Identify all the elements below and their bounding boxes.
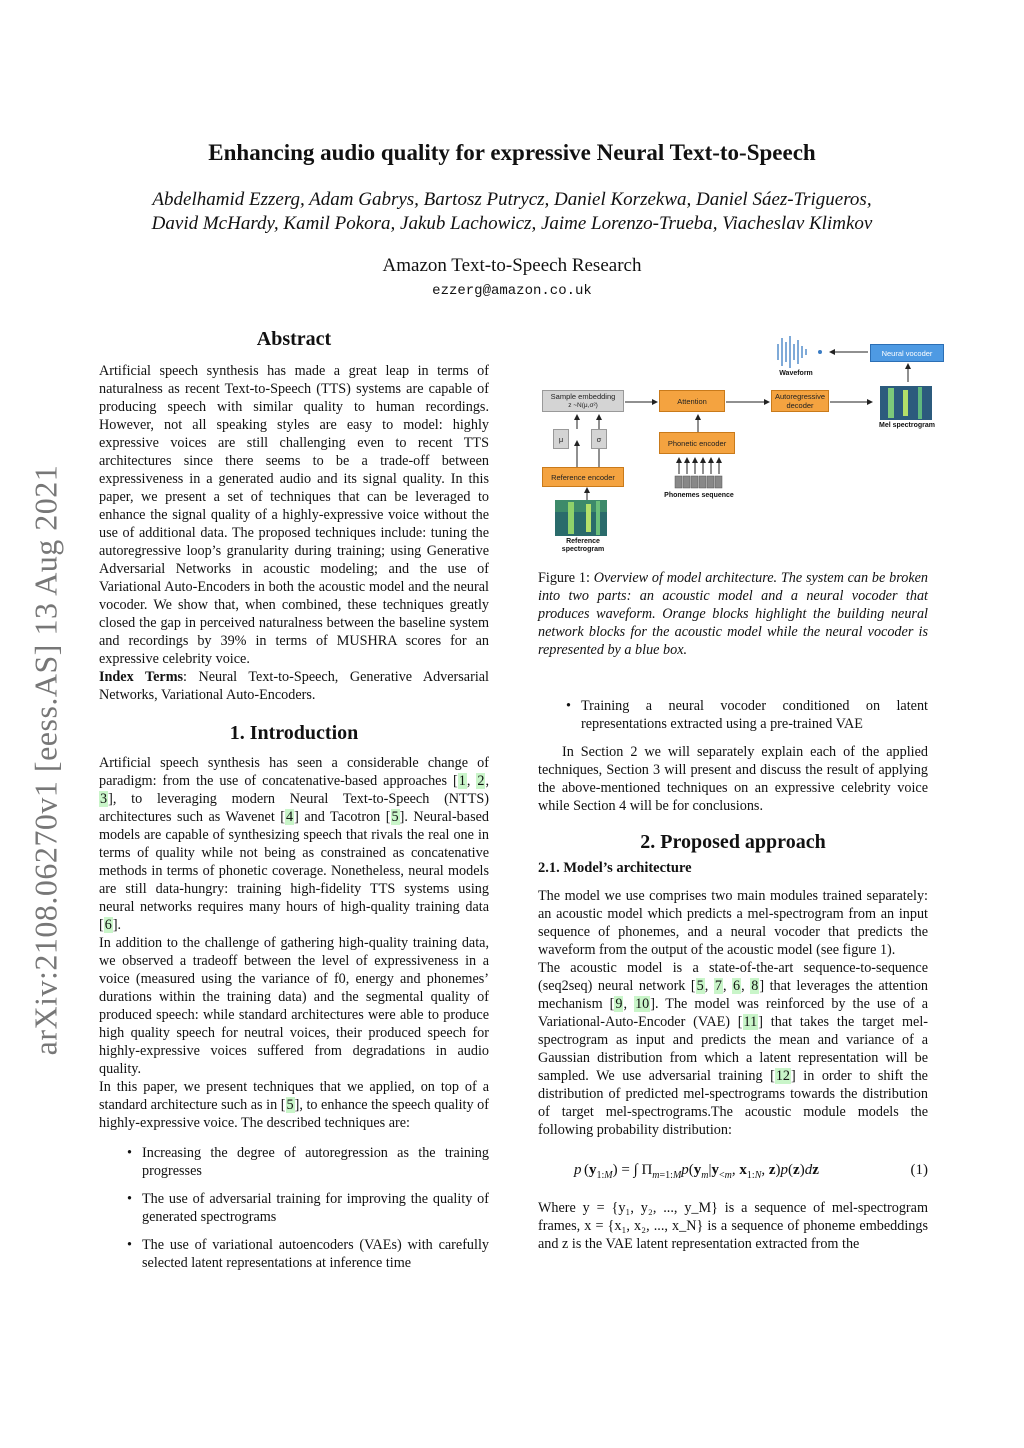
reference-spectrogram-label: Reference spectrogram — [561, 538, 605, 553]
citation-link[interactable]: 7 — [714, 978, 722, 994]
right-column — [538, 569, 928, 1253]
affiliation: Amazon Text-to-Speech Research — [382, 255, 642, 276]
authors-line-1: Abdelhamid Ezzerg, Adam Gabrys, Bartosz Putrycz, Daniel Korzekwa, Daniel Sáez-Trigueros, — [152, 189, 872, 210]
intro-paragraph-3: In this paper, we present techniques that we applied, on top of a standard architecture such as in [5], to enhance the speech quality of highly-expressive voice. The described techniques are: — [99, 1079, 489, 1131]
attention-block: Attention — [659, 390, 725, 412]
author-list — [80, 188, 944, 236]
model-architecture-subheading: 2.1. Model’s architecture — [538, 860, 692, 876]
citation-link[interactable]: 2 — [477, 773, 485, 789]
citation-link[interactable]: 12 — [775, 1068, 790, 1084]
abstract-text: Artificial speech synthesis has made a great leap in terms of naturalness as recent Text-to-Speech (TTS) systems are capable of producing speech with similar quality to human recordings. However, not all speaking styles are easy to model: highly expressive voices are still challenging even to recent TTS architectures since there seems to be a trade-off between expressiveness in a generated audio and its signal quality. In this paper, we present a set of techniques that can be leveraged to enhance the signal quality of a highly-expressive voice without the use of additional data. The proposed techniques include: tuning the autoregressive loop’s granularity during training; using Generative Adversarial Networks in acoustic modeling; and the use of Variational Auto-Encoders in both the acoustic model and the neural vocoder. We show that, when combined, these techniques greatly closed the gap in perceived naturalness between the baseline system and recordings by 39% in terms of MUSHRA scores for an expressive celebrity voice. — [99, 363, 489, 667]
intro-paragraph-2: In addition to the challenge of gathering high-quality training data, we observed a tradeoff between the level of expressiveness in a voice (measured using the variance of f0, energy and phonemes’ durations within the training data) and the segmental quality of produced speech: while standard architectures were able to produce high quality speech for neutral voices, their produced speech for highly-expressive voices suffered from degradations in audio quality. — [99, 935, 489, 1077]
proposed-paragraph-1: The model we use comprises two main modules trained separately: an acoustic model which predicts a mel-spectrogram from an input sequence of phonemes, and a neural vocoder that predicts the waveform from the output of the acoustic model (see figure 1). — [538, 888, 928, 958]
citation-link[interactable]: 10 — [635, 996, 650, 1012]
techniques-list-continued — [538, 697, 928, 733]
techniques-list — [99, 1144, 489, 1272]
citation-link[interactable]: 6 — [733, 978, 741, 994]
author-email: ezzerg@amazon.co.uk — [432, 283, 592, 299]
neural-vocoder-block: Neural vocoder — [870, 344, 944, 362]
intro-paragraph-4: In Section 2 we will separately explain each of the applied techniques, Section 3 will present and discuss the result of applying the above-mentioned techniques on an expressive celebrity voice while Section 4 will be for conclusions. — [538, 744, 928, 814]
mel-spectrogram-label: Mel spectrogram — [878, 422, 936, 429]
phonetic-encoder-block: Phonetic encoder — [659, 432, 735, 454]
list-item: • Increasing the degree of autoregression as the training progresses — [99, 1144, 489, 1180]
equation-number: (1) — [910, 1162, 928, 1178]
figure-1-diagram — [538, 332, 944, 564]
paper-title: Enhancing audio quality for expressive Neural Text-to-Speech — [208, 140, 816, 165]
proposed-paragraph-3: Where y = {y₁, y₂, ..., y_M} is a sequence of mel-spectrogram frames, x = {x₁, x₂, ..., x_N} is a sequence of phoneme embeddings and z is the VAE latent representation extracted from the — [538, 1200, 928, 1252]
introduction-heading: 1. Introduction — [229, 722, 359, 744]
citation-link[interactable]: 3 — [100, 791, 108, 807]
phonemes-sequence-label: Phonemes sequence — [664, 492, 734, 499]
index-terms — [99, 668, 489, 704]
citation-link[interactable]: 5 — [696, 978, 704, 994]
proposed-approach-heading: 2. Proposed approach — [640, 831, 826, 853]
left-column — [99, 330, 489, 1282]
arxiv-sidebar — [16, 440, 76, 1080]
sample-embedding-block: Sample embedding z ~N(μ,σ²) — [542, 390, 624, 412]
waveform-label: Waveform — [779, 370, 813, 377]
mu-block: μ — [553, 429, 569, 449]
list-item: • The use of adversarial training for improving the quality of generated spectrograms — [99, 1190, 489, 1226]
index-terms-text: : Neural Text-to-Speech, Generative Adversarial Networks, Variational Auto-Encoders. — [99, 669, 490, 703]
reference-encoder-block: Reference encoder — [542, 467, 624, 487]
figure-1-caption: Figure 1: Overview of model architecture. The system can be broken into two parts: an acoustic model and a neural vocoder that produces waveform. Orange blocks highlight the building neural network blocks for the acoustic model while the neural vocoder is represented by a blue box. — [538, 570, 929, 658]
authors-line-2: David McHardy, Kamil Pokora, Jakub Lachowicz, Jaime Lorenzo-Trueba, Viacheslav Klimkov — [151, 213, 873, 234]
citation-link[interactable]: 5 — [391, 809, 399, 825]
citation-link[interactable]: 6 — [104, 917, 112, 933]
citation-link[interactable]: 9 — [615, 996, 623, 1012]
citation-link[interactable]: 1 — [458, 773, 466, 789]
sigma-block: σ — [591, 429, 607, 449]
citation-link[interactable]: 5 — [286, 1097, 294, 1113]
proposed-paragraph-2: The acoustic model is a state-of-the-art sequence-to-sequence (seq2seq) neural network [5, 7, 6, 8] that leverages the attention mechanism [9, 10]. The model was reinforced by the use of a Variational-Auto-Encoder (VAE) [11] that takes the target mel-spectrogram as input and predicts the mean and variance of a Gaussian distribution from which a latent representation will be sampled. We use adversarial training [12] in order to shift the distribution of predicted mel-spectrograms towards the distribution of target mel-spectrograms.The acoustic module models the following probability distribution: — [538, 960, 929, 1138]
equation-1: p $(y_{1:M})$ = ∫ $\Pi_{m=1:M}p(y_m|y_{<m}$, $x_{1:N}$, z)p(z)dz (1) — [574, 1162, 928, 1181]
abstract-heading: Abstract — [256, 328, 332, 350]
citation-link[interactable]: 8 — [751, 978, 759, 994]
autoregressive-decoder-block: Autoregressive decoder — [771, 390, 829, 412]
list-item: • The use of variational autoencoders (VAEs) with carefully selected latent representations at inference time — [99, 1236, 489, 1272]
citation-link[interactable]: 11 — [743, 1014, 758, 1030]
arxiv-id: arXiv:2108.06270v1 [eess.AS] 13 Aug 2021 — [27, 464, 64, 1056]
list-item: • Training a neural vocoder conditioned on latent representations extracted using a pre-trained VAE — [538, 697, 928, 733]
index-terms-label: Index Terms — [99, 669, 184, 685]
intro-paragraph-1: Artificial speech synthesis has seen a considerable change of paradigm: from the use of concatenative-based approaches [1, 2, 3], to leveraging modern Neural Text-to-Speech (NTTS) architectures such as Wavenet [4] and Tacotron [5]. Neural-based models are capable of synthesizing speech that rivals the real one in terms of quality while not being as constrained as concatenative methods in terms of phonetic coverage. Nonetheless, neural models are still data-hungry: training high-fidelity TTS systems using neural networks requires many hours of high-quality training data [6]. — [99, 755, 489, 933]
citation-link[interactable]: 4 — [286, 809, 294, 825]
